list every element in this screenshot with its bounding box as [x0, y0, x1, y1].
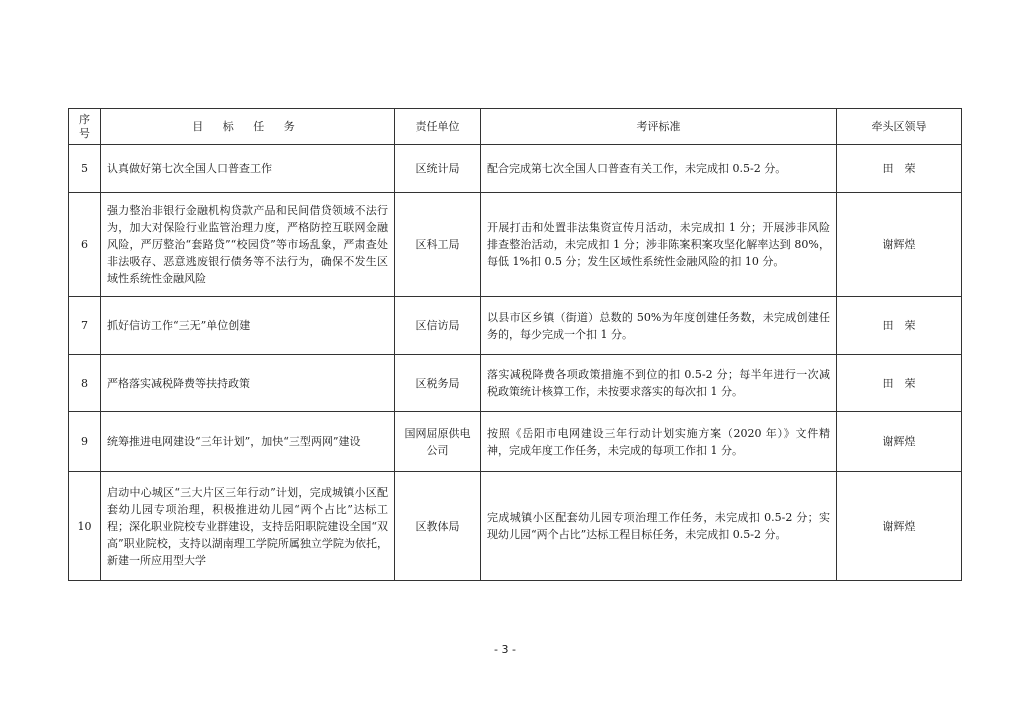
row-unit: 区教体局 [395, 472, 481, 581]
row-task: 启动中心城区“三大片区三年行动”计划，完成城镇小区配套幼儿园专项治理，积极推进幼儿园“两个占比”达标工程；深化职业院校专业群建设，支持岳阳职院建设全国“双高”职业院校，支持以湖南理工学院所属独立学院为依托，新建一所应用型大学 [101, 472, 395, 581]
header-no: 序号 [69, 109, 101, 145]
row-standard: 落实减税降费各项政策措施不到位的扣 0.5-2 分；每半年进行一次减税政策统计核算工作，未按要求落实的每次扣 1 分。 [481, 355, 837, 412]
row-task: 统筹推进电网建设“三年计划”，加快“三型两网”建设 [101, 412, 395, 472]
row-unit: 区信访局 [395, 297, 481, 355]
row-leader: 田 荣 [837, 145, 962, 193]
row-standard: 配合完成第七次全国人口普查有关工作，未完成扣 0.5-2 分。 [481, 145, 837, 193]
row-no: 10 [69, 472, 101, 581]
table-row [69, 412, 962, 472]
header-standard: 考评标准 [481, 109, 837, 145]
row-no: 5 [69, 145, 101, 193]
row-task: 抓好信访工作“三无”单位创建 [101, 297, 395, 355]
row-standard: 完成城镇小区配套幼儿园专项治理工作任务，未完成扣 0.5-2 分；实现幼儿园“两个占比”达标工程目标任务，未完成扣 0.5-2 分。 [481, 472, 837, 581]
table-row [69, 193, 962, 297]
row-standard: 开展打击和处置非法集资宣传月活动，未完成扣 1 分；开展涉非风险排查整治活动，未完成扣 1 分；涉非陈案积案攻坚化解率达到 80%，每低 1%扣 0.5 分；发生区域性系统性金融风险的扣 10 分。 [481, 193, 837, 297]
table-header-row [69, 109, 962, 145]
row-unit: 区统计局 [395, 145, 481, 193]
header-task: 目 标 任 务 [101, 109, 395, 145]
row-unit: 区税务局 [395, 355, 481, 412]
table-row [69, 297, 962, 355]
row-leader: 谢辉煌 [837, 472, 962, 581]
row-leader: 田 荣 [837, 355, 962, 412]
row-task: 严格落实减税降费等扶持政策 [101, 355, 395, 412]
row-no: 9 [69, 412, 101, 472]
row-no: 6 [69, 193, 101, 297]
row-no: 7 [69, 297, 101, 355]
row-unit: 国网屈原供电公司 [395, 412, 481, 472]
header-leader: 牵头区领导 [837, 109, 962, 145]
table-row [69, 355, 962, 412]
row-leader: 谢辉煌 [837, 412, 962, 472]
row-leader: 谢辉煌 [837, 193, 962, 297]
row-no: 8 [69, 355, 101, 412]
row-task: 认真做好第七次全国人口普查工作 [101, 145, 395, 193]
row-standard: 以县市区乡镇（街道）总数的 50%为年度创建任务数，未完成创建任务的，每少完成一个扣 1 分。 [481, 297, 837, 355]
table-row [69, 472, 962, 581]
row-unit: 区科工局 [395, 193, 481, 297]
row-leader: 田 荣 [837, 297, 962, 355]
row-task: 强力整治非银行金融机构贷款产品和民间借贷领域不法行为，加大对保险行业监管治理力度，严格防控互联网金融风险，严厉整治“套路贷”“校园贷”等市场乱象，严肃查处非法吸存、恶意逃废银行债务等不法行为，确保不发生区域性系统性金融风险 [101, 193, 395, 297]
row-standard: 按照《岳阳市电网建设三年行动计划实施方案（2020 年）》文件精神，完成年度工作任务，未完成的每项工作扣 1 分。 [481, 412, 837, 472]
page-number: - 3 - [494, 643, 516, 656]
assessment-table [68, 108, 962, 581]
header-unit: 责任单位 [395, 109, 481, 145]
table-row [69, 145, 962, 193]
